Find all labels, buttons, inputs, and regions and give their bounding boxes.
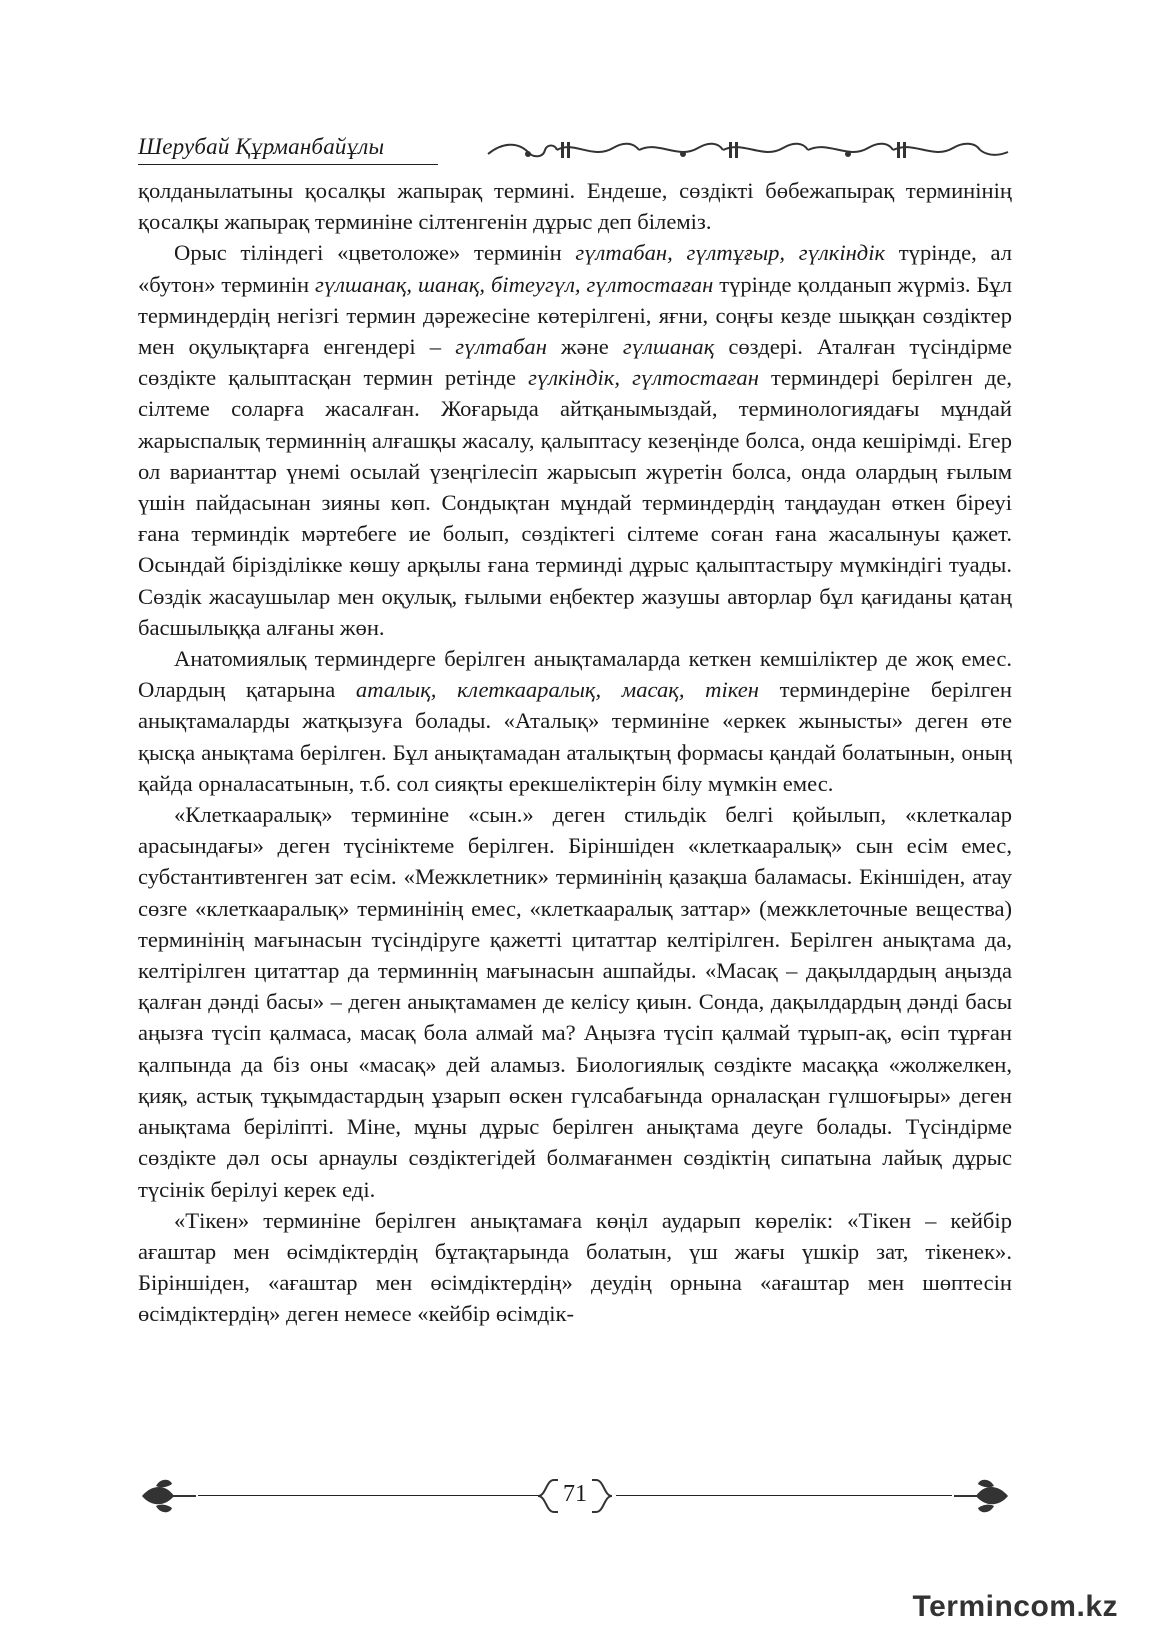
leaf-ornament-left-icon (138, 1476, 198, 1516)
leaf-ornament-right-icon (952, 1476, 1012, 1516)
body-paragraph (138, 237, 1012, 643)
text-run: «Тікен» терминіне берілген анықтамаға көңіл аударып көрелік: «Тікен – кейбір ағаштар мен өсімдіктердің бұтақтарында болатын, үш жағы үшкір зат, тікенек». Біріншіден, «ағаштар мен өсімдіктердің» деудің орнына «ағаштар мен шөптесін өсімдіктердің» деген немесе «кейбір өсімдік- (138, 1207, 1012, 1327)
text-run: сөздері. Аталған түсіндірме сөздікте қалыптасқан термин ретінде (138, 334, 1012, 391)
page-footer (138, 1476, 1012, 1516)
body-paragraph (138, 643, 1012, 799)
italic-term: гүлшанақ (622, 334, 715, 360)
text-run: Анатомиялық терминдерге берілген анықтамаларда кеткен кемшіліктер де жоқ емес. Олардың қатарына (138, 646, 1012, 703)
italic-term: гүлтабан (455, 334, 547, 360)
text-run: түрінде қолданып жүрміз. Бұл терминдердің негізгі термин дәрежесіне көтерілгені, яғни, соңғы кезде шыққан сөздіктер мен оқулықтарға енгендері – (138, 271, 1012, 360)
body-text (138, 175, 1012, 1330)
text-run: «Клеткааралық» терминіне «сын.» деген стильдік белгі қойылып, «клеткалар арасындағы» деген түсініктеме берілген. Біріншіден «клеткааралық» сын есім емес, субстантивтенген зат есім. «Межклетник» терминінің қазақша баламасы. Екіншіден, атау сөзге «клеткааралық» терминінің емес, «клеткааралық заттар» (межклеточные вещества) терминінің мағынасын түсіндіруге қажетті цитаттар келтірілген. Берілген анықтама да, келтірілген цитаттар да терминнің мағынасын ашпайды. «Масақ – дақылдардың аңызда қалған дәнді басы» – деген анықтамамен де келісу қиын. Сонда, дақылдардың дәнді басы аңызға түсіп қалмаса, масақ бола алмай ма? Аңызға түсіп қалмай тұрып-ақ, өсіп тұрған қалпында да біз оны «масақ» дей аламыз. Биологиялық сөздікте масаққа «жолжелкен, қияқ, астық тұқымдастардың ұзарып өскен гүлсабағында орналасқан гүлшоғыры» деген анықтама беріліпті. Міне, мұны дұрыс берілген анықтама деуге болады. Түсіндірме сөздікте дәл осы арнаулы сөздіктегідей болмағанмен сөздіктің сипатына лайық дұрыс түсінік берілуі керек еді. (138, 802, 1012, 1202)
body-paragraph (138, 1205, 1012, 1330)
italic-term: аталық, клеткааралық, масақ, тікен (355, 677, 759, 703)
header-ornament-icon (483, 136, 1013, 166)
text-run: терминдеріне берілген анықтамаларды жатқызуға болады. «Аталық» терминіне «еркек жынысты» деген өте қысқа анықтама берілген. Бұл анықтамадан аталықтың формасы қандай болатынын, оның қайда орналасатынын, т.б. сол сияқты ерекшеліктерін білу мүмкін емес. (138, 677, 1012, 796)
italic-term: гүлшанақ, шанақ, бітеугүл, гүлтостаған (315, 271, 714, 297)
text-run: түрінде, ал «бутон» терминін (138, 240, 1012, 297)
italic-term: гүлкіндік, гүлтостаған (528, 365, 759, 391)
header-rule (138, 164, 438, 165)
text-run: және (546, 334, 623, 360)
page-number: 71 (563, 1481, 587, 1507)
body-paragraph (138, 799, 1012, 1205)
footer-rule-right (616, 1495, 952, 1496)
header-author: Шерубай Құрманбайұлы (138, 134, 385, 159)
text-run: Орыс тіліндегі «цветоложе» терминін (174, 240, 576, 266)
body-paragraph (138, 175, 1012, 237)
site-watermark: Termincom.kz (912, 1590, 1118, 1623)
text-run: қолданылатыны қосалқы жапырақ термині. Ендеше, сөздікті бөбежапырақ терминінің қосалқы жапырақ терминіне сілтенгенін дұрыс деп білеміз. (138, 178, 1012, 235)
italic-term: гүлтабан, гүлтұғыр, гүлкіндік (575, 240, 886, 266)
text-run: терминдері берілген де, сілтеме соларға жасалған. Жоғарыда айтқанымыздай, терминологиядағы мұндай жарыспалық терминнің алғашқы жасалу, қалыптасу кезеңінде болса, онда кешірімді. Егер ол варианттар үнемі осылай үзеңгілесіп жарысып жүретін болса, онда олардың ғылым үшін пайдасынан зияны көп. Сондықтан мұндай терминдердің таңдаудан өткен біреуі ғана терминдік мәртебеге ие болып, сөздіктегі сілтеме соған ғана жасалынуы қажет. Осындай бірізділікке көшу арқылы ғана терминді дұрыс қалыптастыру мүмкіндігі туады. Сөздік жасаушылар мен оқулық, ғылыми еңбектер жазушы авторлар бұл қағиданы қатаң басшылыққа алғаны жөн. (138, 365, 1013, 640)
running-header (138, 128, 1012, 168)
footer-rule-left (198, 1495, 538, 1496)
